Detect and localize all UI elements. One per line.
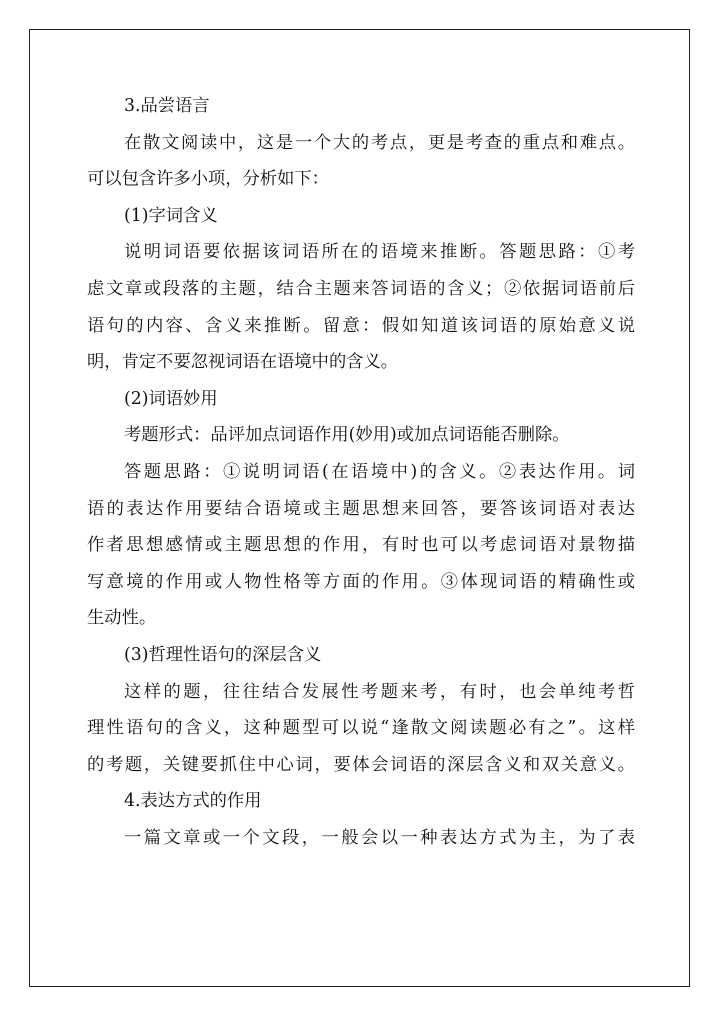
text-line: (2)词语妙用 [124, 388, 218, 409]
text-line: 语的表达作用要结合语境或主题思想来回答，要答该词语对表达 [87, 498, 635, 519]
text-line: 答题思路：①说明词语(在语境中)的含义。②表达作用。词 [124, 461, 635, 482]
text-line: 虑文章或段落的主题，结合主题来答词语的含义；②依据词语前后 [87, 278, 635, 299]
text-line: 生动性。 [87, 608, 157, 629]
document-body [87, 88, 635, 856]
text-line: 的考题，关键要抓住中心词，要体会词语的深层含义和双关意义。 [87, 754, 635, 775]
text-line: 3.品尝语言 [124, 96, 210, 116]
text-line: 说明词语要依据该词语所在的语境来推断。答题思路：①考 [124, 242, 635, 263]
text-line: 理性语句的含义，这种题型可以说“逢散文阅读题必有之”。这样 [87, 718, 635, 739]
text-line: (1)字词含义 [124, 205, 218, 226]
text-line: 语句的内容、含义来推断。留意：假如知道该词语的原始意义说 [87, 315, 635, 336]
text-line: 这样的题，往往结合发展性考题来考，有时，也会单纯考哲 [124, 681, 635, 702]
text-line: 4.表达方式的作用 [124, 791, 262, 812]
text-line: 明，肯定不要忽视词语在语境中的含义。 [87, 352, 399, 373]
text-line: 一篇文章或一个文段，一般会以一种表达方式为主，为了表 [124, 827, 635, 848]
text-line: 作者思想感情或主题思想的作用，有时也可以考虑词语对景物描 [87, 535, 635, 556]
text-line: 可以包含许多小项，分析如下： [87, 169, 329, 190]
text-line: 写意境的作用或人物性格等方面的作用。③体现词语的精确性或 [87, 571, 635, 592]
text-line: (3)哲理性语句的深层含义 [124, 644, 322, 665]
text-line: 在散文阅读中，这是一个大的考点，更是考查的重点和难点。 [124, 132, 635, 153]
text-line: 考题形式：品评加点词语作用(妙用)或加点词语能否删除。 [124, 425, 570, 446]
